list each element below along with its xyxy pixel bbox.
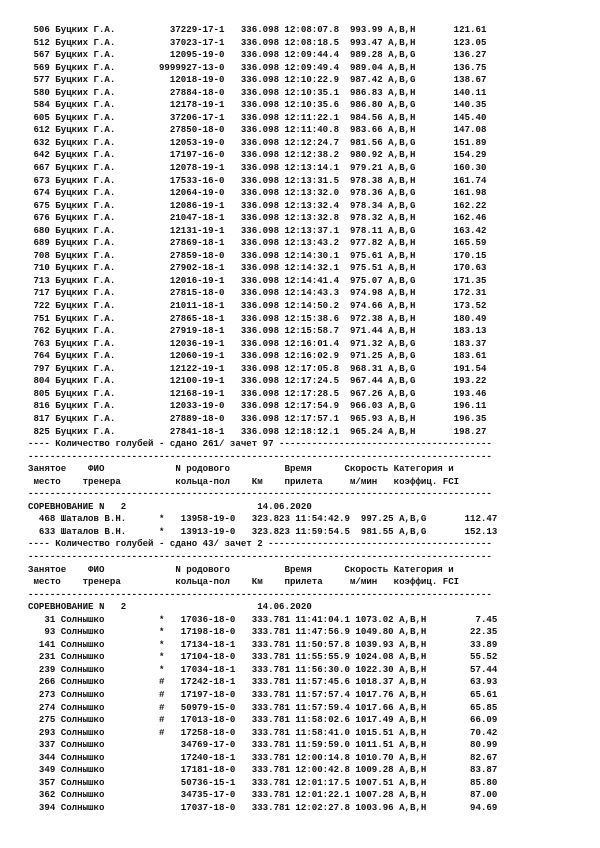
- table-row: 764 Буцких Г.А. 12060-19-1 336.098 12:16:02.9 971.25 A,B,G 183.61: [28, 350, 487, 362]
- rule-line: -------------------------------------------------------------------------------------: [28, 550, 492, 562]
- table-row: 577 Буцких Г.А. 12018-19-0 336.098 12:10:22.9 987.42 A,B,G 138.67: [28, 74, 487, 86]
- table-row: 266 Солнышко # 17242-18-1 333.781 11:57:45.6 1018.37 A,B,H 63.93: [28, 676, 498, 688]
- summary-line: ---- Количество голубей - сдано 43/ зачет 2 -----------------------------------------: [28, 538, 492, 550]
- table-row: 612 Буцких Г.А. 27850-18-0 336.098 12:11:40.8 983.66 A,B,H 147.08: [28, 124, 487, 136]
- table-row: 93 Солнышко * 17198-18-0 333.781 11:47:56.9 1049.80 A,B,H 22.35: [28, 626, 498, 638]
- table-row: 804 Буцких Г.А. 12100-19-1 336.098 12:17:24.5 967.44 A,B,G 193.22: [28, 375, 487, 387]
- table-row: 580 Буцких Г.А. 27884-18-0 336.098 12:10:35.1 986.83 A,B,H 140.11: [28, 86, 487, 98]
- table-row: 344 Солнышко 17240-18-1 333.781 12:00:14.8 1010.70 A,B,H 82.67: [28, 751, 498, 763]
- table-row: 762 Буцких Г.А. 27919-18-1 336.098 12:15:58.7 971.44 A,B,H 183.13: [28, 325, 487, 337]
- table-row: 667 Буцких Г.А. 12078-19-1 336.098 12:13:14.1 979.21 A,B,G 160.30: [28, 162, 487, 174]
- table-row: 274 Солнышко # 50979-15-0 333.781 11:57:59.4 1017.66 A,B,H 65.85: [28, 701, 498, 713]
- table-row: 805 Буцких Г.А. 12168-19-1 336.098 12:17:28.5 967.26 A,B,G 193.46: [28, 387, 487, 399]
- table-row: 605 Буцких Г.А. 37206-17-1 336.098 12:11:22.1 984.56 A,B,H 145.40: [28, 111, 487, 123]
- table-row: 394 Солнышко 17037-18-0 333.781 12:02:27.8 1003.96 A,B,H 94.69: [28, 801, 498, 813]
- table-row: 337 Солнышко 34769-17-0 333.781 11:59:59.0 1011.51 A,B,H 80.99: [28, 739, 498, 751]
- table-header: место тренера кольца-пол Км прилета м/мин коэффиц. FCI: [28, 475, 460, 487]
- table-row: 512 Буцких Г.А. 37023-17-1 336.098 12:08:18.5 993.47 A,B,H 123.05: [28, 36, 487, 48]
- table-row: 713 Буцких Г.А. 12016-19-1 336.098 12:14:41.4 975.07 A,B,G 171.35: [28, 274, 487, 286]
- rule-line: -------------------------------------------------------------------------------------: [28, 450, 492, 462]
- table-header: Занятое ФИО N родового Время Скорость Категория и: [28, 463, 454, 475]
- table-row: 362 Солнышко 34735-17-0 333.781 12:01:22.1 1007.28 A,B,H 87.00: [28, 789, 498, 801]
- table-row: 710 Буцких Г.А. 27902-18-1 336.098 12:14:32.1 975.51 A,B,H 170.63: [28, 262, 487, 274]
- table-row: 567 Буцких Г.А. 12095-19-0 336.098 12:09:44.4 989.28 A,B,G 136.27: [28, 49, 487, 61]
- table-row: 817 Буцких Г.А. 27889-18-0 336.098 12:17:57.1 965.93 A,B,H 196.35: [28, 412, 487, 424]
- rule-line: -------------------------------------------------------------------------------------: [28, 488, 492, 500]
- table-row: 506 Буцких Г.А. 37229-17-1 336.098 12:08:07.8 993.99 A,B,H 121.61: [28, 24, 487, 35]
- table-row: 673 Буцких Г.А. 17533-16-0 336.098 12:13:31.5 978.38 A,B,H 161.74: [28, 174, 487, 186]
- table-row: 717 Буцких Г.А. 27815-18-0 336.098 12:14:43.3 974.98 A,B,H 172.31: [28, 287, 487, 299]
- section-shatalov: [28, 451, 600, 551]
- table-row: 632 Буцких Г.А. 12053-19-0 336.098 12:12:24.7 981.56 A,B,G 151.89: [28, 136, 487, 148]
- table-row: 825 Буцких Г.А. 27841-18-1 336.098 12:18:12.1 965.24 A,B,H 198.27: [28, 425, 487, 437]
- table-row: 642 Буцких Г.А. 17197-16-0 336.098 12:12:38.2 980.92 A,B,H 154.29: [28, 149, 487, 161]
- table-header: место тренера кольца-пол Км прилета м/мин коэффиц. FCI: [28, 576, 460, 588]
- table-row: 275 Солнышко # 17013-18-0 333.781 11:58:02.6 1017.49 A,B,H 66.09: [28, 714, 498, 726]
- table-row: 349 Солнышко 17181-18-0 333.781 12:00:42.8 1009.28 A,B,H 83.87: [28, 764, 498, 776]
- table-row: 816 Буцких Г.А. 12033-19-0 336.098 12:17:54.9 966.03 A,B,G 196.11: [28, 400, 487, 412]
- competition-heading: СОРЕВНОВАНИЕ N 2 14.06.2020: [28, 500, 312, 512]
- table-row: 31 Солнышко * 17036-18-0 333.781 11:41:04.1 1073.02 A,B,H 7.45: [28, 613, 498, 625]
- table-row: 273 Солнышко # 17197-18-0 333.781 11:57:57.4 1017.76 A,B,H 65.61: [28, 688, 498, 700]
- table-row: 584 Буцких Г.А. 12178-19-1 336.098 12:10:35.6 986.80 A,B,G 140.35: [28, 99, 487, 111]
- table-row: 689 Буцких Г.А. 27869-18-1 336.098 12:13:43.2 977.82 A,B,H 165.59: [28, 237, 487, 249]
- section-butskikh: [28, 24, 600, 451]
- table-row: 569 Буцких Г.А. 9999927-13-0 336.098 12:09:49.4 989.04 A,B,H 136.75: [28, 61, 487, 73]
- table-row: 708 Буцких Г.А. 27859-18-0 336.098 12:14:30.1 975.61 A,B,H 170.15: [28, 249, 487, 261]
- table-row: 722 Буцких Г.А. 21011-18-1 336.098 12:14:50.2 974.66 A,B,H 173.52: [28, 300, 487, 312]
- table-row: 633 Шаталов В.Н. * 13913-19-0 323.823 11:59:54.5 981.55 A,B,G 152.13: [28, 525, 498, 537]
- rule-line: -------------------------------------------------------------------------------------: [28, 588, 492, 600]
- table-row: 675 Буцких Г.А. 12086-19-1 336.098 12:13:32.4 978.34 A,B,G 162.22: [28, 199, 487, 211]
- table-row: 357 Солнышко 50736-15-1 333.781 12:01:17.5 1007.51 A,B,H 85.80: [28, 776, 498, 788]
- table-row: 239 Солнышко * 17034-18-1 333.781 11:56:30.0 1022.30 A,B,H 57.44: [28, 663, 498, 675]
- competition-heading: СОРЕВНОВАНИЕ N 2 14.06.2020: [28, 601, 312, 613]
- table-row: 293 Солнышко # 17258-18-0 333.781 11:58:41.0 1015.51 A,B,H 70.42: [28, 726, 498, 738]
- table-row: 468 Шаталов В.Н. * 13958-19-0 323.823 11:54:42.9 997.25 A,B,G 112.47: [28, 513, 498, 525]
- table-row: 797 Буцких Г.А. 12122-19-1 336.098 12:17:05.8 968.31 A,B,G 191.54: [28, 362, 487, 374]
- table-header: Занятое ФИО N родового Время Скорость Категория и: [28, 563, 454, 575]
- table-row: 763 Буцких Г.А. 12036-19-1 336.098 12:16:01.4 971.32 A,B,G 183.37: [28, 337, 487, 349]
- table-row: 231 Солнышко * 17104-18-0 333.781 11:55:55.9 1024.08 A,B,H 55.52: [28, 651, 498, 663]
- table-row: 680 Буцких Г.А. 12131-19-1 336.098 12:13:37.1 978.11 A,B,G 163.42: [28, 224, 487, 236]
- table-row: 141 Солнышко * 17134-18-1 333.781 11:50:57.8 1039.93 A,B,H 33.89: [28, 638, 498, 650]
- table-row: 674 Буцких Г.А. 12064-19-0 336.098 12:13:32.0 978.36 A,B,G 161.98: [28, 187, 487, 199]
- table-row: 751 Буцких Г.А. 27865-18-1 336.098 12:15:38.6 972.38 A,B,H 180.49: [28, 312, 487, 324]
- section-solnyshko: [28, 551, 600, 814]
- table-row: 676 Буцких Г.А. 21047-18-1 336.098 12:13:32.8 978.32 A,B,H 162.46: [28, 212, 487, 224]
- summary-line: ---- Количество голубей - сдано 261/ зачет 97 ---------------------------------------: [28, 438, 492, 450]
